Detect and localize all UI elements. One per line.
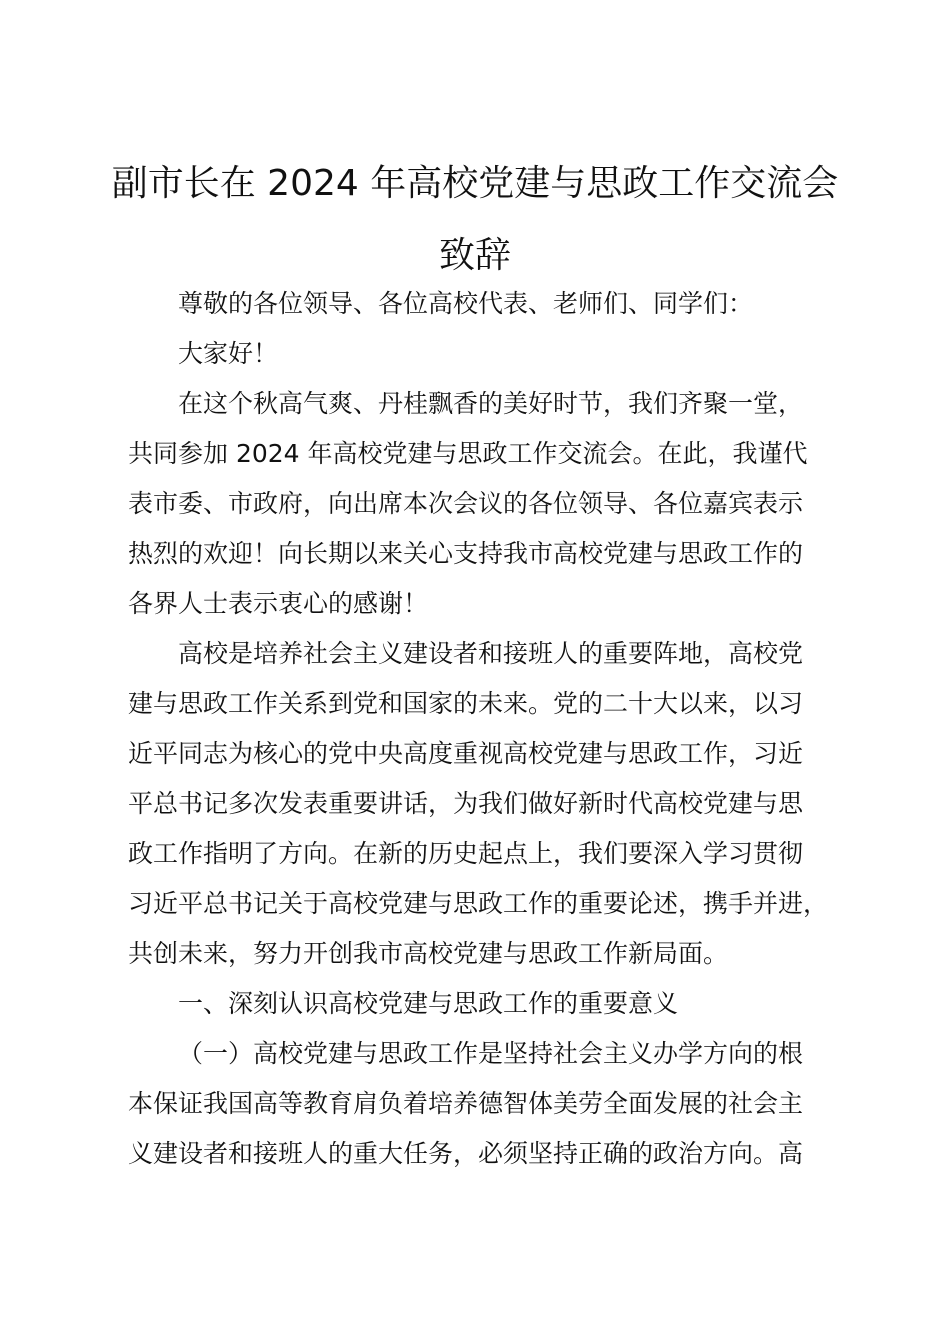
text-line: 共创未来，努力开创我市高校党建与思政工作新局面。: [128, 939, 729, 968]
text-line: 建与思政工作关系到党和国家的未来。党的二十大以来，以习: [128, 689, 804, 718]
text-line: 各界人士表示衷心的感谢！: [128, 589, 429, 618]
text-line: （一）高校党建与思政工作是坚持社会主义办学方向的根: [178, 1039, 804, 1068]
document-title-line-2: 致辞: [438, 235, 511, 276]
text-line: 表市委、市政府，向出席本次会议的各位领导、各位嘉宾表示: [128, 489, 804, 518]
section-heading: 一、深刻认识高校党建与思政工作的重要意义: [178, 989, 679, 1018]
greeting: 大家好！: [178, 339, 279, 368]
text-line: 近平同志为核心的党中央高度重视高校党建与思政工作，习近: [128, 739, 804, 768]
text-line: 高校是培养社会主义建设者和接班人的重要阵地，高校党: [178, 639, 804, 668]
text-line: 政工作指明了方向。在新的历史起点上，我们要深入学习贯彻: [128, 839, 804, 868]
text-line: 平总书记多次发表重要讲话，为我们做好新时代高校党建与思: [128, 789, 804, 818]
text-line: 本保证我国高等教育肩负着培养德智体美劳全面发展的社会主: [128, 1089, 804, 1118]
text-line: 义建设者和接班人的重大任务，必须坚持正确的政治方向。高: [128, 1139, 804, 1168]
text-line: 热烈的欢迎！向长期以来关心支持我市高校党建与思政工作的: [128, 539, 804, 568]
text-line: 共同参加 2024 年高校党建与思政工作交流会。在此，我谨代: [128, 439, 808, 468]
salutation: 尊敬的各位领导、各位高校代表、老师们、同学们：: [178, 289, 754, 318]
text-line: 在这个秋高气爽、丹桂飘香的美好时节，我们齐聚一堂，: [178, 389, 804, 418]
text-line: 习近平总书记关于高校党建与思政工作的重要论述，携手并进，: [128, 889, 829, 918]
document-title-line-1: 副市长在 2024 年高校党建与思政工作交流会: [111, 163, 839, 204]
